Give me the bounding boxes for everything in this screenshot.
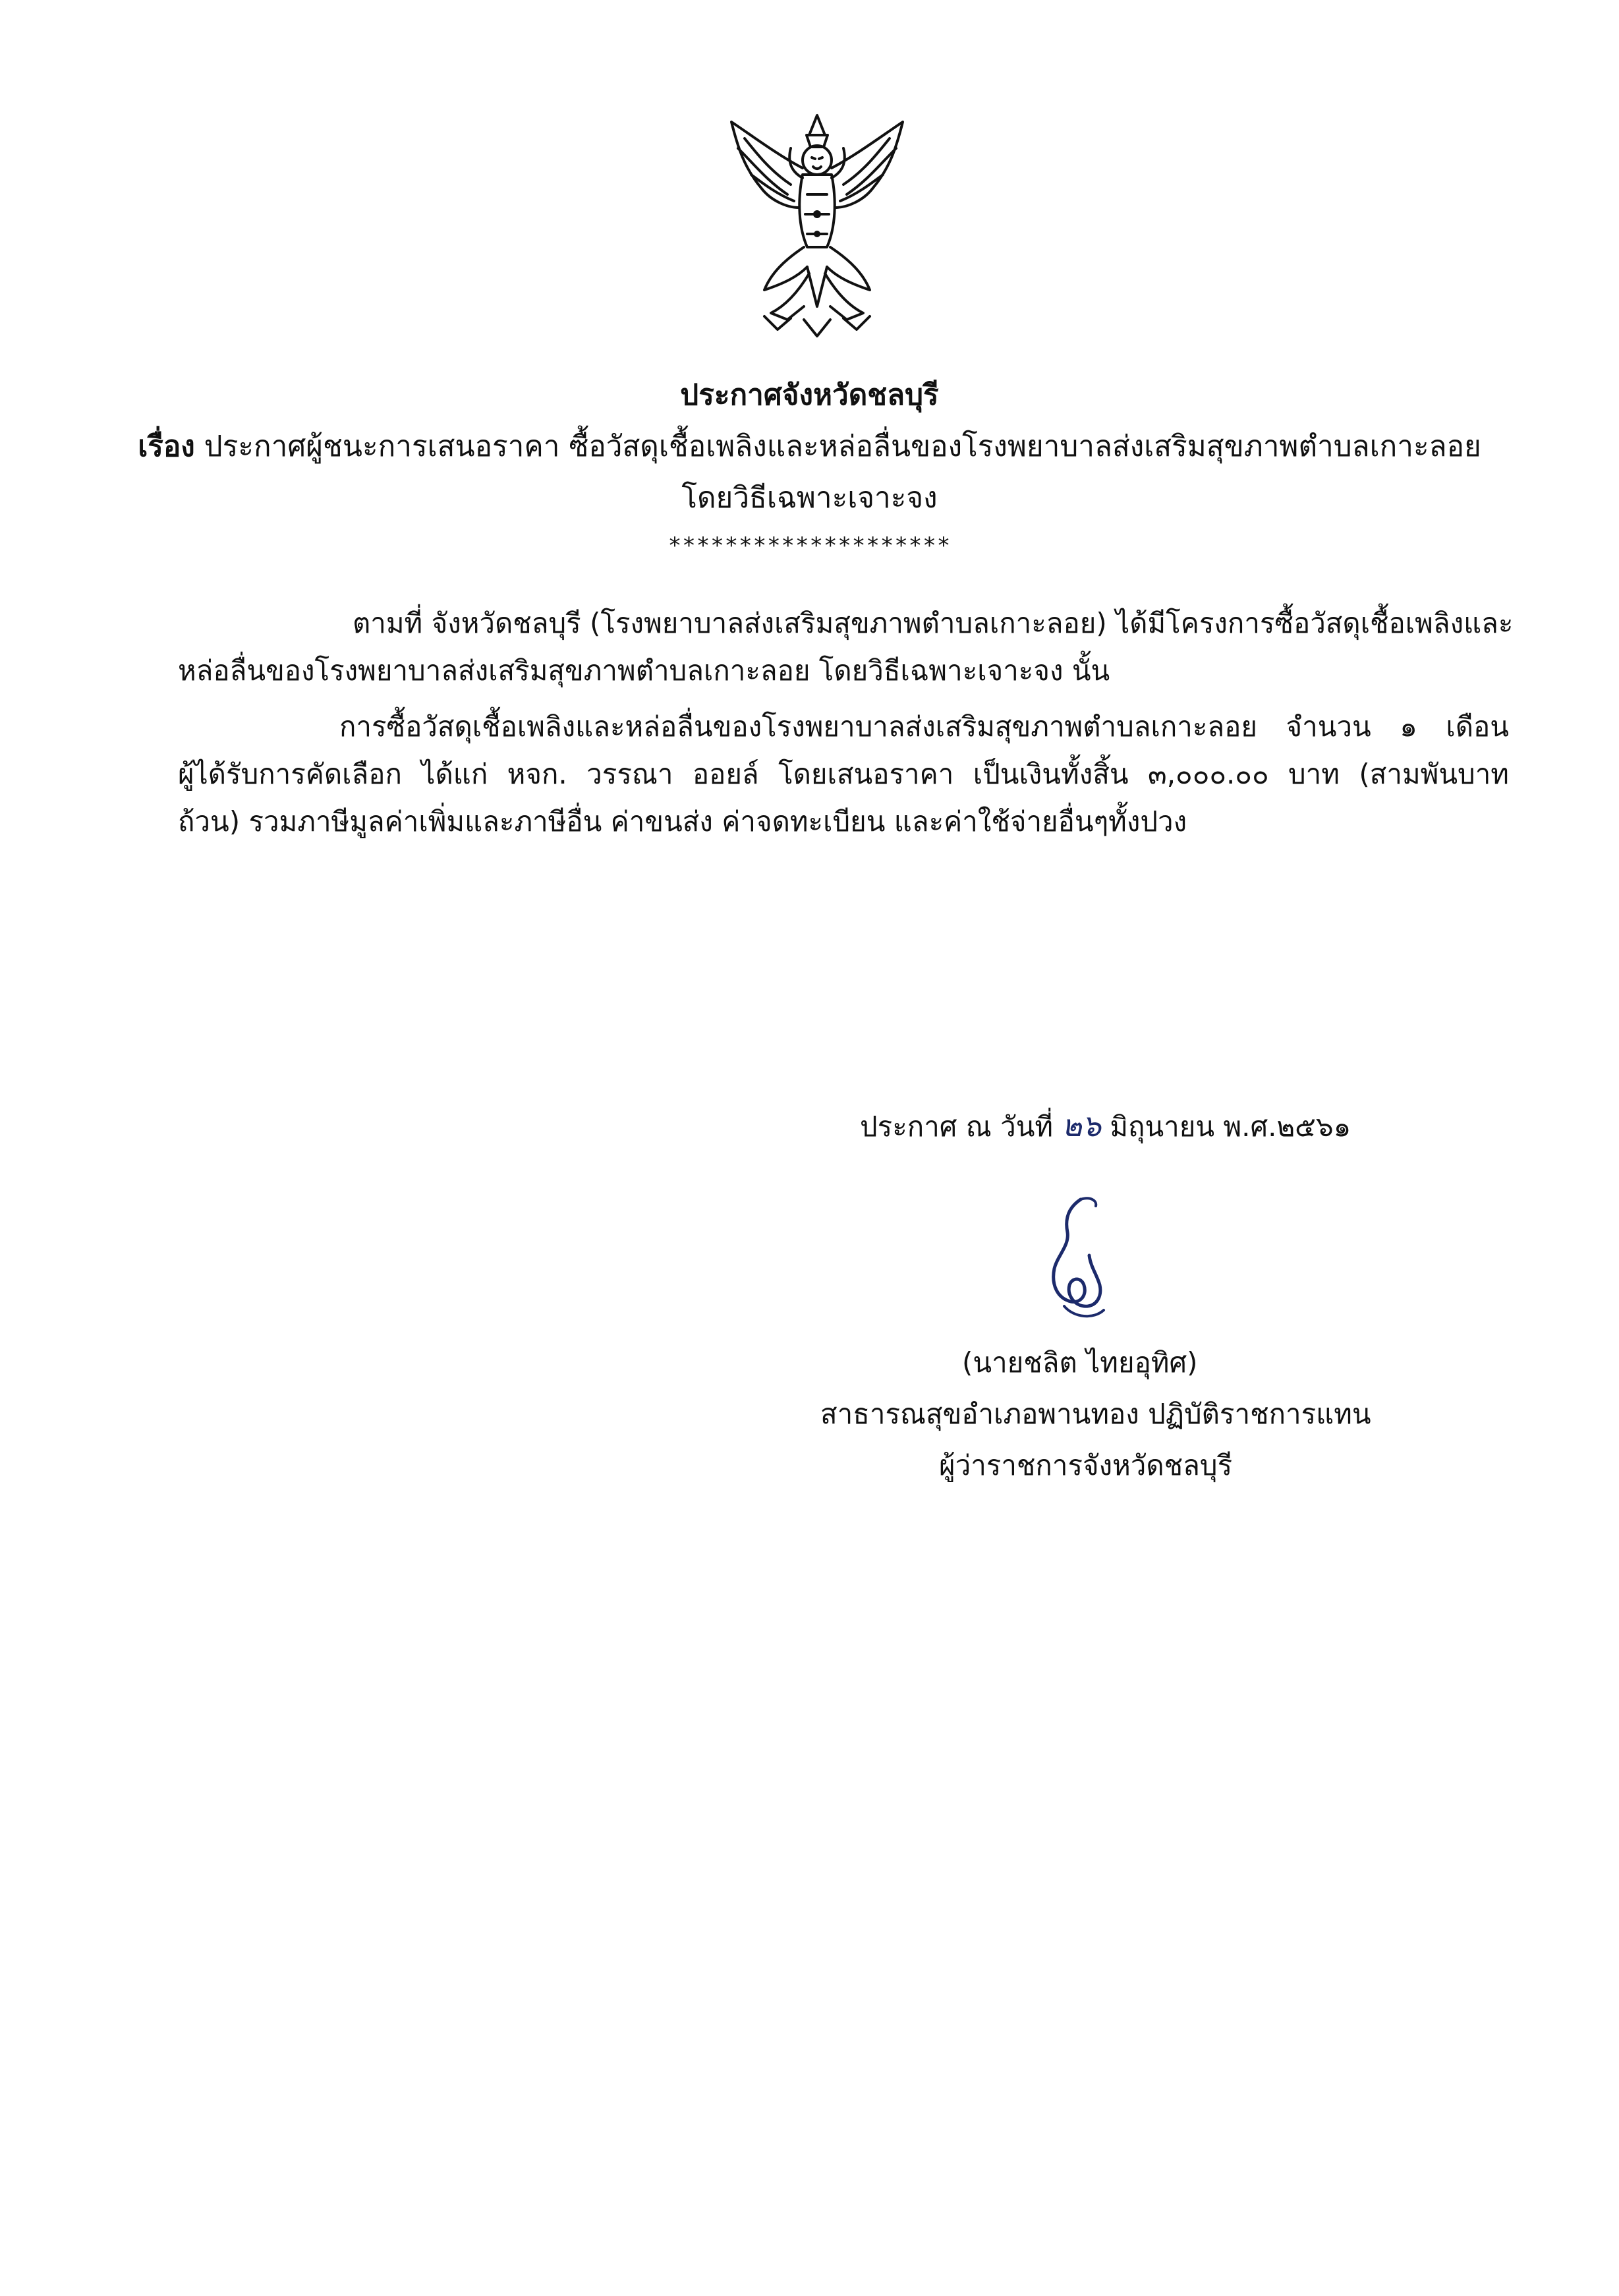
dateline <box>860 1107 1351 1145</box>
announcement-subject <box>0 428 1619 465</box>
paragraph-1-line-2: หล่อลื่นของโรงพยาบาลส่งเสริมสุขภาพตำบลเกาะลอย โดยวิธีเฉพาะเจาะจง นั้น <box>178 654 1110 687</box>
dateline-day: ๒๖ <box>1062 1108 1101 1143</box>
paragraph-2-line-2: ผู้ได้รับการคัดเลือก ได้แก่ หจก. วรรณา ออยล์ โดยเสนอราคา เป็นเงินทั้งสิ้น ๓,๐๐๐.๐๐ บาท (สามพันบาท <box>178 758 1509 790</box>
paragraph-2-line-1: การซื้อวัสดุเชื้อเพลิงและหล่อลื่นของโรงพยาบาลส่งเสริมสุขภาพตำบลเกาะลอย จำนวน ๑ เดือน <box>339 710 1509 743</box>
handwritten-signature <box>1018 1193 1123 1338</box>
signatory-position: สาธารณสุขอำเภอพานทอง ปฏิบัติราชการแทน <box>820 1398 1371 1430</box>
dateline-suffix: มิถุนายน พ.ศ.๒๕๖๑ <box>1110 1110 1351 1143</box>
paragraph-2 <box>178 703 1509 846</box>
dateline-prefix: ประกาศ ณ วันที่ <box>860 1110 1054 1143</box>
signatory-name: (นายชลิต ไทยอุทิศ) <box>962 1346 1198 1379</box>
subject-line-2: โดยวิธีเฉพาะเจาะจง <box>681 481 938 515</box>
paragraph-1-line-1: ตามที่ จังหวัดชลบุรี (โรงพยาบาลส่งเสริมสุขภาพตำบลเกาะลอย) ได้มีโครงการซื้อวัสดุเชื้อเพลิงและ <box>353 607 1514 639</box>
subject-text: ประกาศผู้ชนะการเสนอราคา ซื้อวัสดุเชื้อเพลิงและหล่อลื่นของโรงพยาบาลส่งเสริมสุขภาพตำบลเกาะลอย <box>204 430 1481 463</box>
paragraph-1 <box>178 600 1514 695</box>
divider-stars: ******************** <box>667 532 952 559</box>
paragraph-2-line-3: ถ้วน) รวมภาษีมูลค่าเพิ่มและภาษีอื่น ค่าขนส่ง ค่าจดทะเบียน และค่าใช้จ่ายอื่นๆทั้งปวง <box>178 805 1187 838</box>
announcement-title: ประกาศจังหวัดชลบุรี <box>680 378 939 412</box>
signatory-title: ผู้ว่าราชการจังหวัดชลบุรี <box>939 1449 1233 1481</box>
subject-label: เรื่อง <box>138 430 195 463</box>
garuda-emblem-icon <box>725 109 909 339</box>
